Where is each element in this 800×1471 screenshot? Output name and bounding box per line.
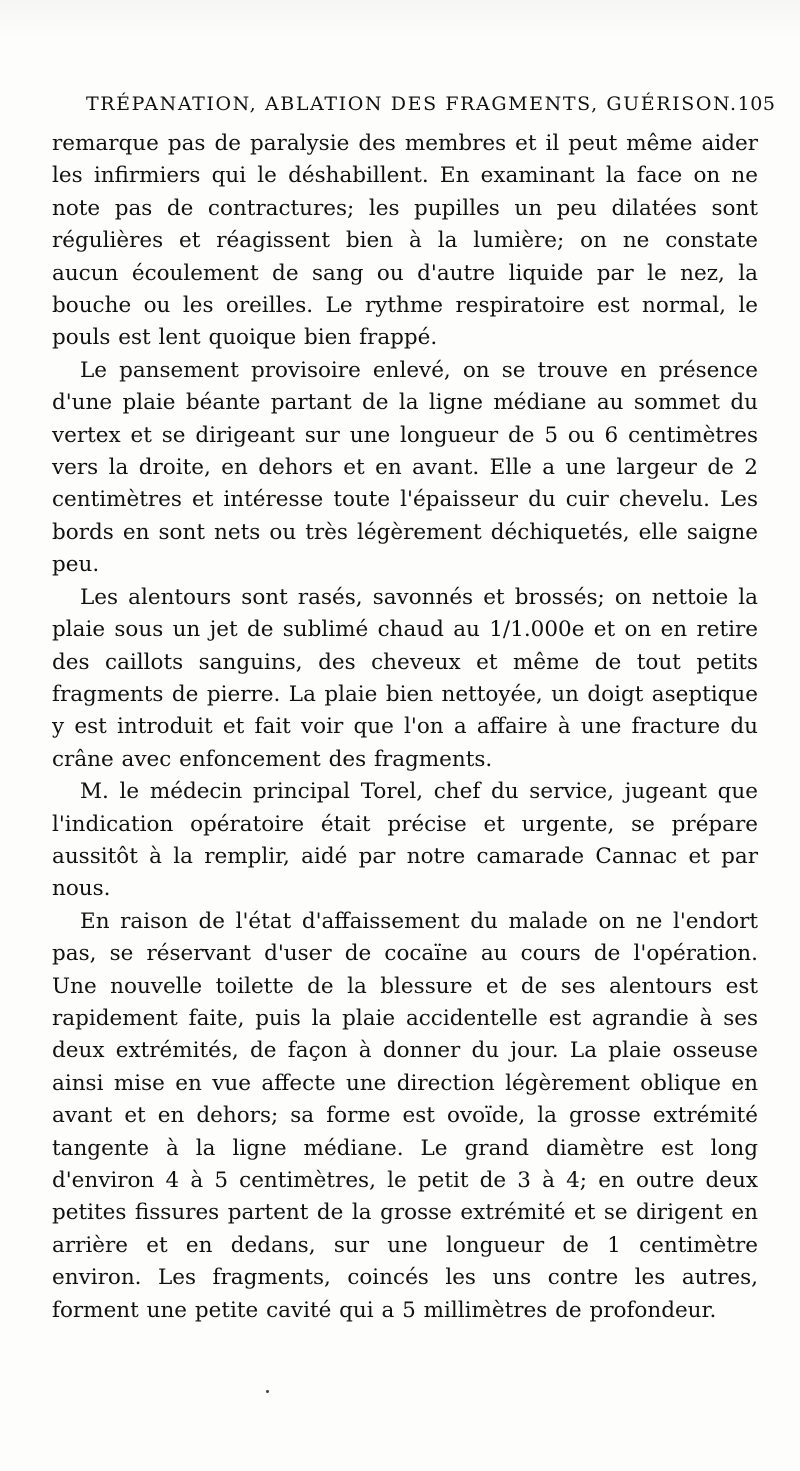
paragraph: Le pansement provisoire enlevé, on se trouve en présence d'une plaie béante partant de la ligne médiane au sommet du vertex et se dirigeant sur une longueur de 5 ou 6 centimètres vers la droite, en dehors et en avant. Elle a une largeur de 2 centimètres et intéresse toute l'épaisseur du cuir chevelu. Les bords en sont nets ou très légèrement déchiquetés, elle saigne peu. [52, 357, 758, 578]
page-body [52, 128, 758, 1327]
paragraph: remarque pas de paralysie des membres et il peut même aider les infirmiers qui le déshabillent. En examinant la face on ne note pas de contractures; les pupilles un peu dilatées sont régulières et réagissent bien à la lumière; on ne constate aucun écoulement de sang ou d'autre liquide par le nez, la bouche ou les oreilles. Le rythme respiratoire est normal, le pouls est lent quoique bien frappé. [52, 131, 758, 351]
paragraph: En raison de l'état d'affaissement du malade on ne l'endort pas, se réservant d'user de cocaïne au cours de l'opération. Une nouvelle toilette de la blessure et de ses alentours est rapidement faite, puis la plaie accidentelle est agrandie à ses deux extrémités, de façon à donner du jour. La plaie osseuse ainsi mise en vue affecte une direction légèrement oblique en avant et en dehors; sa forme est ovoïde, la grosse extrémité tangente à la ligne médiane. Le grand diamètre est long d'environ 4 à 5 centimètres, le petit de 3 à 4; en outre deux petites fissures partent de la grosse extrémité et se dirigent en arrière et en dedans, sur une longueur de 1 centimètre environ. Les fragments, coincés les uns contre les autres, forment une petite cavité qui a 5 millimètres de profondeur. [52, 908, 758, 1323]
paragraph: M. le médecin principal Torel, chef du service, jugeant que l'indication opératoire était précise et urgente, se prépare aussitôt à la remplir, aidé par notre camarade Cannac et par nous. [52, 779, 758, 902]
ink-speck [266, 1390, 269, 1393]
paragraph: Les alentours sont rasés, savonnés et brossés; on nettoie la plaie sous un jet de sublimé chaud au 1/1.000e et on en retire des caillots sanguins, des cheveux et même de tout petits fragments de pierre. La plaie bien nettoyée, un doigt aseptique y est introduit et fait voir que l'on a affaire à une fracture du crâne avec enfoncement des fragments. [52, 584, 758, 772]
page-number: 105 [737, 93, 776, 115]
running-title: TRÉPANATION, ABLATION DES FRAGMENTS, GUÉRISON. [86, 93, 738, 115]
page-top-shading [0, 0, 800, 40]
running-header [86, 84, 776, 124]
